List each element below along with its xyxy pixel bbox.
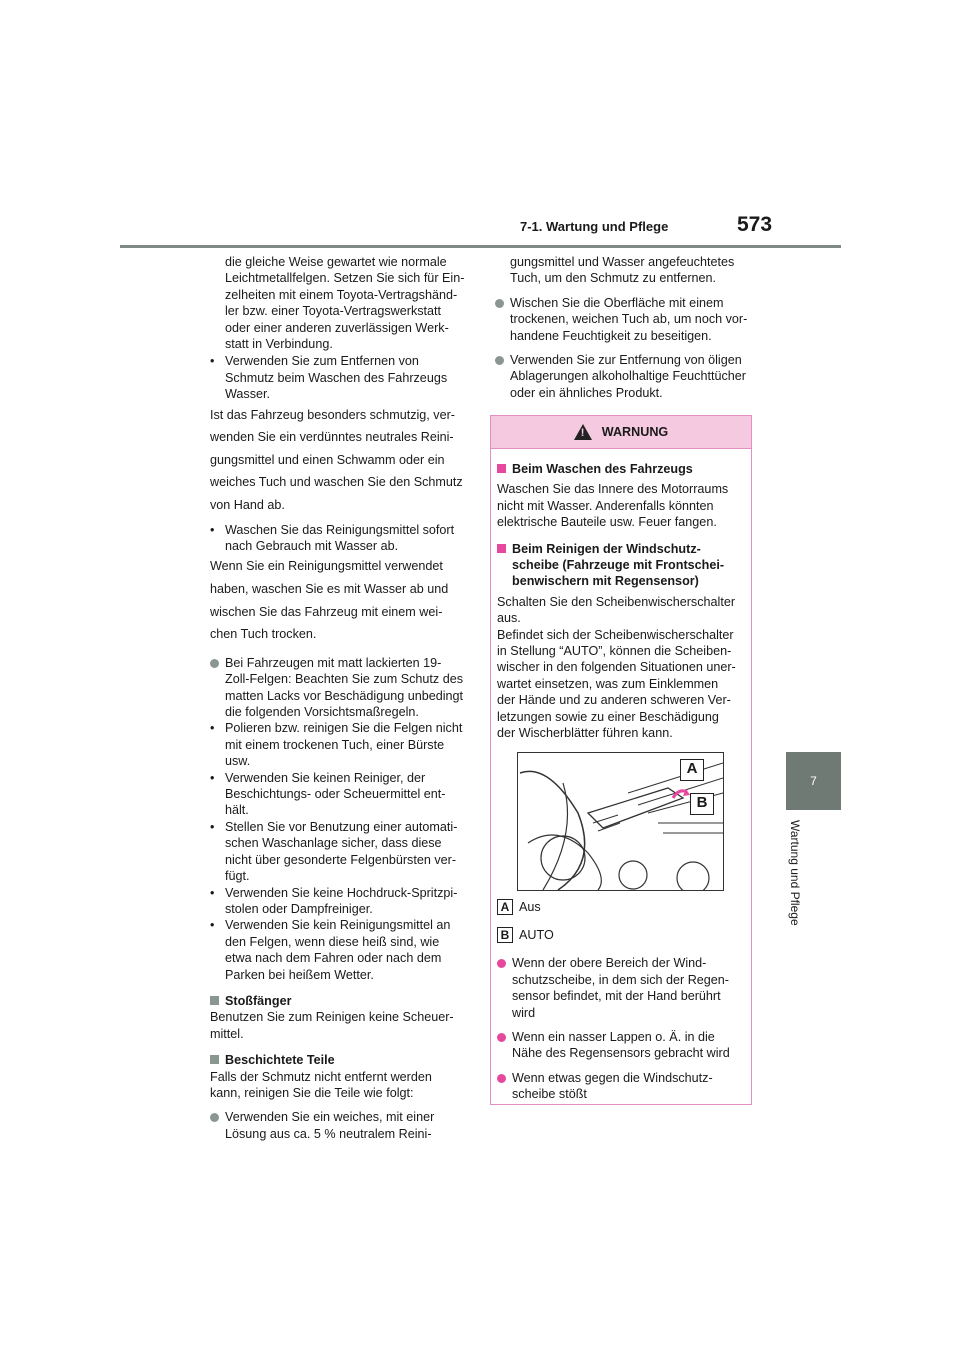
text-line: trockenen, weichen Tuch ab, um noch vor-: [510, 312, 748, 327]
list-item: [497, 1070, 745, 1103]
text-line: scheibe stößt: [512, 1087, 587, 1102]
text-line: Ablagerungen alkoholhaltige Feuchttücher: [510, 369, 746, 384]
list-item: [210, 1109, 472, 1142]
list-item: • Verwenden Sie keine Hochdruck-Spritzpi- stolen oder Dampfreiniger.: [210, 885, 472, 918]
text-line: Befindet sich der Scheibenwischerschalter: [497, 627, 734, 642]
square-bullet-icon: [210, 1055, 219, 1064]
text-line: schen Waschanlage sicher, dass diese: [225, 836, 442, 851]
chapter-number: 7: [810, 774, 817, 788]
text-line: Bei Fahrzeugen mit matt lackierten 19-: [225, 655, 442, 670]
text-line: mit einem trockenen Tuch, einer Bürste: [225, 737, 445, 752]
text-line: oder einer anderen zuverlässigen Werk-: [225, 320, 449, 335]
heading-text: Stoßfänger: [225, 993, 292, 1008]
list-item: [497, 955, 745, 1021]
square-bullet-icon: [210, 996, 219, 1005]
text-line: Nähe des Regensensors gebracht wird: [512, 1046, 730, 1061]
text-line: mittel.: [210, 1026, 244, 1041]
text-line: Stellen Sie vor Benutzung einer automati-: [225, 819, 458, 834]
right-column: [495, 254, 750, 401]
text-line: Ist das Fahrzeug besonders schmutzig, ver-: [210, 407, 455, 422]
text-line: der Wischerblätter führen kann.: [497, 726, 673, 741]
text-line: Verwenden Sie kein Reinigungsmittel an: [225, 918, 451, 933]
text-line: chen Tuch trocken.: [210, 627, 317, 642]
paragraph: [210, 1009, 472, 1042]
text-line: von Hand ab.: [210, 498, 285, 513]
list-item: [495, 352, 750, 401]
text-line: Verwenden Sie keine Hochdruck-Spritzpi-: [225, 885, 458, 900]
text-line: Zoll-Felgen: Beachten Sie zum Schutz des: [225, 672, 464, 687]
text-line: handene Feuchtigkeit zu beseitigen.: [510, 328, 712, 343]
text-line: usw.: [225, 754, 251, 769]
text-line: Verwenden Sie ein weiches, mit einer: [225, 1110, 435, 1125]
text-line: Schmutz beim Waschen des Fahrzeugs: [225, 370, 448, 385]
text-line: Tuch, um den Schmutz zu entfernen.: [510, 271, 717, 286]
text-line: Lösung aus ca. 5 % neutralem Reini-: [225, 1126, 432, 1141]
text-line: matten Lacks vor Beschädigung unbedingt: [225, 688, 464, 703]
text-line: zelheiten mit einem Toyota-Vertragshänd-: [225, 287, 458, 302]
text-line: Verwenden Sie keinen Reiniger, der: [225, 770, 426, 785]
warning-body: [491, 449, 751, 1103]
text-line: Waschen Sie das Innere des Motorraums: [497, 482, 729, 497]
text-line: Schalten Sie den Scheibenwischerschalter: [497, 594, 736, 609]
continued-text: [495, 254, 750, 287]
text-line: hält.: [225, 803, 249, 818]
section-heading: [497, 461, 745, 477]
text-line: wischer in den folgenden Situationen uner-: [497, 660, 736, 675]
text-line: Beschichtungs- oder Scheuermittel ent-: [225, 787, 446, 802]
list-item: • Verwenden Sie zum Entfernen von Schmutz beim Waschen des Fahrzeugs Wasser.: [210, 353, 472, 402]
text-line: in Stellung “AUTO”, können die Scheiben-: [497, 644, 732, 659]
warning-box: [490, 415, 752, 1105]
text-line: kann, reinigen Sie die Teile wie folgt:: [210, 1085, 414, 1100]
warning-title: WARNUNG: [601, 425, 669, 439]
text-line: nicht mit Wasser. Anderenfalls könnten: [497, 498, 714, 513]
section-heading: [497, 541, 745, 590]
bullet-dot-icon: [495, 356, 504, 365]
list-item: [495, 295, 750, 344]
text-line: ler bzw. einer Toyota-Vertragswerkstatt: [225, 304, 442, 319]
paragraph: [210, 406, 472, 516]
list-item: • Stellen Sie vor Benutzung einer automati- schen Waschanlage sicher, dass diese nicht über gesonderte Felgenbürsten ver- fügt.: [210, 819, 472, 885]
paragraph: [497, 594, 745, 742]
chapter-tab: [786, 752, 841, 810]
text-line: letzungen sowie zu einer Beschädigung: [497, 709, 719, 724]
text-line: die gleiche Weise gewartet wie normale: [225, 255, 447, 269]
figure-label-a: A: [680, 759, 704, 781]
text-line: Wenn ein nasser Lappen o. Ä. in die: [512, 1029, 715, 1044]
heading-text: Beim Waschen des Fahrzeugs: [512, 462, 693, 476]
list-item: • Polieren bzw. reinigen Sie die Felgen nicht mit einem trockenen Tuch, einer Bürste usw.: [210, 720, 472, 769]
text-line: wartet einsetzen, was zum Einklemmen: [497, 676, 719, 691]
list-item: [497, 1029, 745, 1062]
paragraph: [210, 1069, 472, 1102]
text-line: der Hände und zu anderen schweren Ver-: [497, 693, 731, 708]
text-line: Wenn Sie ein Reinigungsmittel verwendet: [210, 559, 443, 574]
header-section-title: 7-1. Wartung und Pflege: [520, 219, 669, 234]
section-heading: [210, 993, 472, 1009]
wiper-switch-illustration: [517, 752, 724, 891]
heading-text: scheibe (Fahrzeuge mit Frontschei-: [512, 558, 725, 573]
page-number: 573: [737, 213, 773, 236]
text-line: Falls der Schmutz nicht entfernt werden: [210, 1069, 432, 1084]
text-line: Wasser.: [225, 387, 271, 402]
text-line: Parken bei heißem Wetter.: [225, 967, 374, 982]
header-divider: [120, 245, 841, 248]
text-line: wird: [512, 1005, 536, 1020]
text-line: gungsmittel und Wasser angefeuchtetes: [510, 255, 735, 269]
text-line: wischen Sie das Fahrzeug mit einem wei-: [210, 604, 443, 619]
text-line: schutzscheibe, in dem sich der Regen-: [512, 972, 730, 987]
figure-label-b: B: [690, 793, 714, 815]
text-line: haben, waschen Sie es mit Wasser ab und: [210, 582, 449, 597]
legend-text: Aus: [519, 899, 541, 914]
legend-item-a: [497, 899, 745, 915]
text-line: die folgenden Vorsichtsmaßregeln.: [225, 705, 419, 720]
square-bullet-icon: [497, 464, 506, 473]
paragraph: [497, 481, 745, 530]
list-item: • Verwenden Sie keinen Reiniger, der Beschichtungs- oder Scheuermittel ent- hält.: [210, 770, 472, 819]
chapter-label: Wartung und Pflege: [788, 820, 802, 926]
text-line: weiches Tuch und waschen Sie den Schmutz: [210, 475, 463, 490]
text-line: gungsmittel und einen Schwamm oder ein: [210, 452, 445, 467]
legend-text: AUTO: [519, 927, 554, 942]
bullet-dot-icon: [497, 959, 506, 968]
text-line: nicht über gesonderte Felgenbürsten ver-: [225, 852, 457, 867]
warning-triangle-icon: !: [574, 424, 592, 440]
bullet-dot-icon: [210, 659, 219, 668]
list-item: • Verwenden Sie kein Reinigungsmittel an den Felgen, wenn diese heiß sind, wie etwa nach dem Fahren oder nach dem Parken bei heißem Wetter.: [210, 917, 472, 983]
text-line: Waschen Sie das Reinigungsmittel sofort: [225, 522, 455, 537]
text-line: wenden Sie ein verdünntes neutrales Reini-: [210, 430, 454, 445]
list-item: [210, 655, 472, 721]
text-line: Wenn der obere Bereich der Wind-: [512, 956, 707, 971]
text-line: Benutzen Sie zum Reinigen keine Scheuer-: [210, 1010, 454, 1025]
text-line: Verwenden Sie zur Entfernung von öligen: [510, 353, 742, 368]
warning-header: [491, 416, 751, 449]
text-line: etwa nach dem Fahren oder nach dem: [225, 951, 442, 966]
text-line: Wenn etwas gegen die Windschutz-: [512, 1070, 713, 1085]
text-line: Polieren bzw. reinigen Sie die Felgen nicht: [225, 721, 463, 736]
paragraph: [210, 557, 472, 644]
text-line: nach Gebrauch mit Wasser ab.: [225, 539, 399, 554]
text-line: aus.: [497, 611, 521, 626]
heading-text: Beschichtete Teile: [225, 1053, 335, 1068]
section-heading: [210, 1052, 472, 1068]
bullet-dot-icon: [497, 1074, 506, 1083]
text-line: oder ein ähnliches Produkt.: [510, 385, 663, 400]
text-line: statt in Verbindung.: [225, 337, 333, 352]
bullet-dot-icon: [495, 299, 504, 308]
text-line: stolen oder Dampfreiniger.: [225, 901, 373, 916]
left-column: [210, 254, 472, 1142]
text-line: Verwenden Sie zum Entfernen von: [225, 354, 419, 369]
square-bullet-icon: [497, 544, 506, 553]
bullet-dot-icon: [210, 1113, 219, 1122]
text-line: elektrische Bauteile usw. Feuer fangen.: [497, 515, 717, 530]
legend-key-a: A: [497, 899, 513, 915]
continued-text: [210, 254, 472, 352]
text-line: sensor befindet, mit der Hand berührt: [512, 989, 721, 1004]
legend-item-b: [497, 927, 745, 943]
heading-text: benwischern mit Regensensor): [512, 574, 699, 589]
heading-text: Beim Reinigen der Windschutz-: [512, 541, 701, 556]
text-line: fügt.: [225, 869, 250, 884]
text-line: Wischen Sie die Oberfläche mit einem: [510, 295, 724, 310]
list-item: • Waschen Sie das Reinigungsmittel sofort nach Gebrauch mit Wasser ab.: [210, 522, 472, 555]
bullet-dot-icon: [497, 1033, 506, 1042]
text-line: Leichtmetallfelgen. Setzen Sie sich für Ein-: [225, 271, 465, 286]
legend-key-b: B: [497, 927, 513, 943]
text-line: den Felgen, wenn diese heiß sind, wie: [225, 934, 440, 949]
